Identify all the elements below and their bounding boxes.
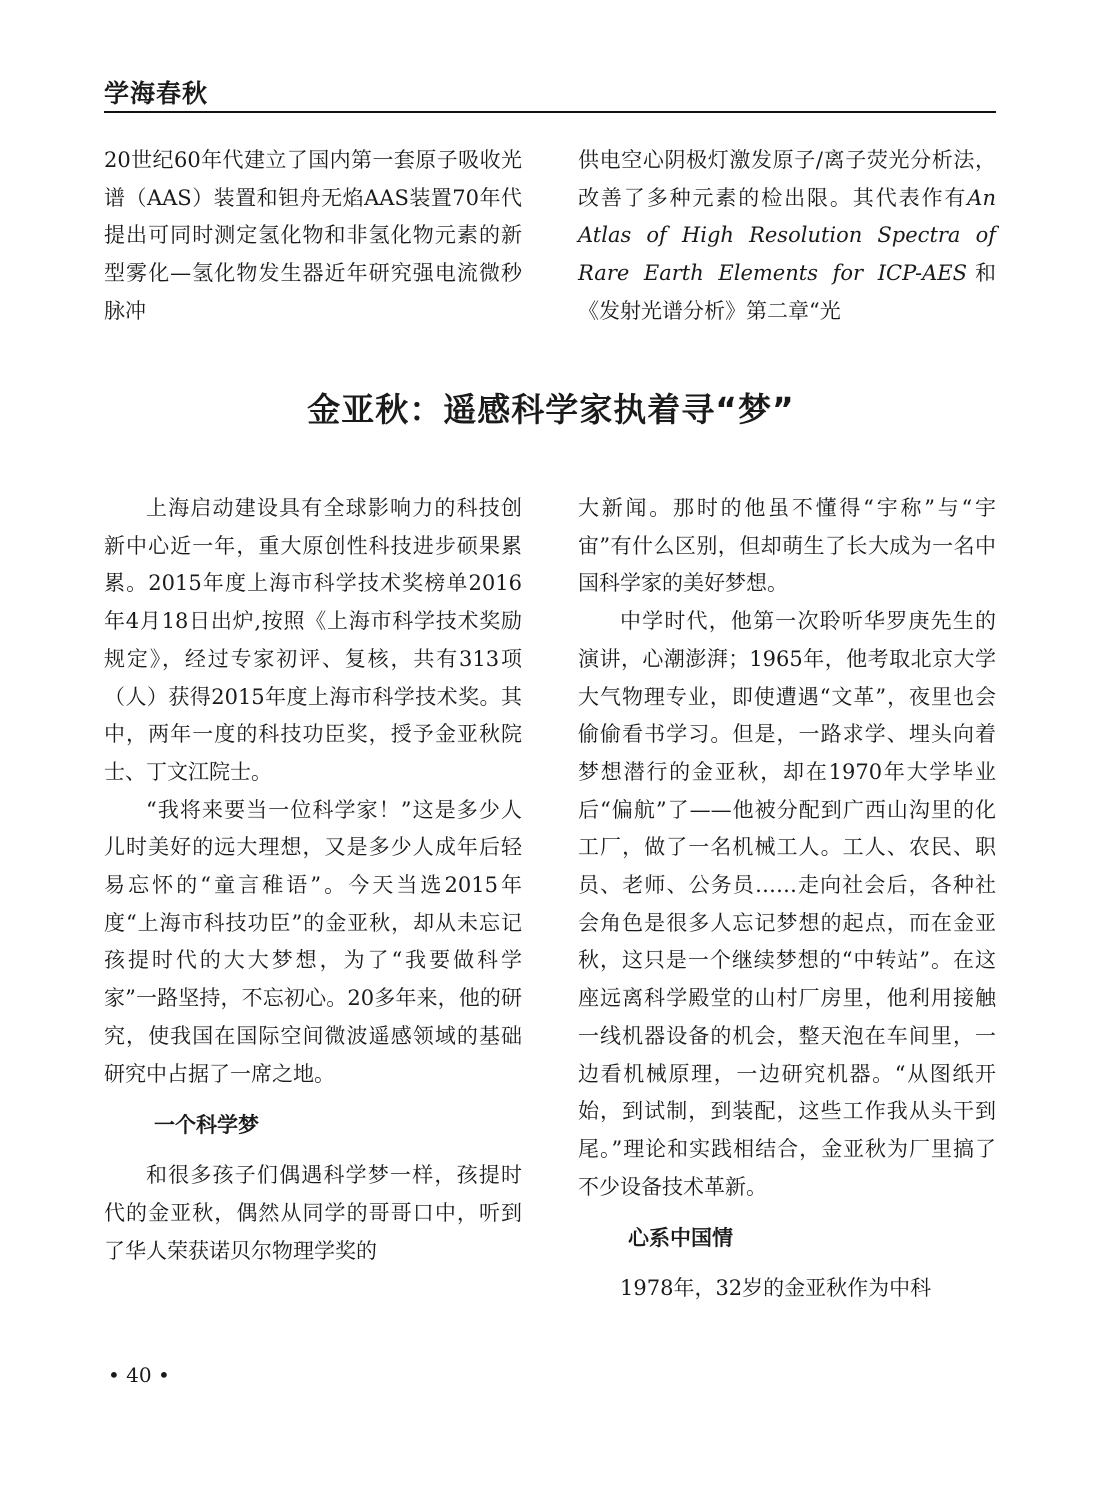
spacer xyxy=(104,1093,522,1109)
page-number: • 40 • xyxy=(108,1363,170,1387)
top-right-paragraph xyxy=(578,142,996,331)
top-right-text-part2: 和《发射光谱分析》第二章“光 xyxy=(578,261,996,323)
spacer xyxy=(578,1252,996,1270)
header-divider xyxy=(104,111,996,113)
spacer xyxy=(578,1206,996,1222)
top-right-text-part1: 供电空心阴极灯激发原子/离子荧光分析法，改善了多种元素的检出限。其代表作有 xyxy=(578,148,996,210)
article-left-column xyxy=(104,490,522,1270)
top-left-paragraph: 20世纪60年代建立了国内第一套原子吸收光谱（AAS）装置和钽舟无焰AAS装置70年代提出可同时测定氢化物和非氢化物元素的新型雾化—氢化物发生器近年研究强电流微秒脉冲 xyxy=(104,148,522,323)
top-right-column xyxy=(578,142,996,331)
section-title: 学海春秋 xyxy=(104,79,209,108)
article-right-column xyxy=(578,490,996,1308)
subheading-china-heart: 心系中国情 xyxy=(628,1226,733,1251)
article-paragraph-6: 1978年，32岁的金亚秋作为中科 xyxy=(620,1276,932,1301)
article-paragraph-5: 中学时代，他第一次聆听华罗庚先生的演讲，心潮澎湃；1965年，他考取北京大学大气物理专业，即使遭遇“文革”，夜里也会偷偷看书学习。但是，一路求学、埋头向着梦想潜行的金亚秋，却在1970年大学毕业后“偏航”了——他被分配到广西山沟里的化工厂，做了一名机械工人。工人、农民、职员、老师、公务员……走向社会后，各种社会角色是很多人忘记梦想的起点，而在金亚秋，这只是一个继续梦想的“中转站”。在这座远离科学殿堂的山村厂房里，他利用接触一线机器设备的机会，整天泡在车间里，一边看机械原理，一边研究机器。“从图纸开始，到试制，到装配，这些工作我从头干到尾。”理论和实践相结合，金亚秋为厂里搞了不少设备技术革新。 xyxy=(578,609,996,1199)
book-title: An Atlas of High Resolution Spectra of Rare Earth Elements for ICP-AES xyxy=(578,185,996,286)
article-paragraph-1: 上海启动建设具有全球影响力的科技创新中心近一年，重大原创性科技进步硕果累累。2015年度上海市科学技术奖榜单2016年4月18日出炉,按照《上海市科学技术奖励规定》，经过专家初评、复核，共有313项（人）获得2015年度上海市科学技术奖。其中，两年一度的科技功臣奖，授予金亚秋院士、丁文江院士。 xyxy=(104,496,522,784)
top-left-column xyxy=(104,142,522,331)
spacer xyxy=(104,1139,522,1157)
article-headline: 金亚秋：遥感科学家执着寻“梦” xyxy=(307,390,795,429)
article-paragraph-2: “我将来要当一位科学家！”这是多少人儿时美好的远大理想，又是多少人成年后轻易忘怀的“童言稚语”。今天当选2015年度“上海市科技功臣”的金亚秋，却从未忘记孩提时代的大大梦想，为了“我要做科学家”一路坚持，不忘初心。20多年来，他的研究，使我国在国际空间微波遥感领域的基础研究中占据了一席之地。 xyxy=(104,797,522,1086)
article-paragraph-3: 和很多孩子们偶遇科学梦一样，孩提时代的金亚秋，偶然从同学的哥哥口中，听到了华人荣获诺贝尔物理学奖的 xyxy=(104,1163,522,1263)
article-paragraph-4: 大新闻。那时的他虽不懂得“宇称”与“宇宙”有什么区别，但却萌生了长大成为一名中国科学家的美好梦想。 xyxy=(578,496,996,596)
subheading-science-dream: 一个科学梦 xyxy=(154,1113,259,1138)
